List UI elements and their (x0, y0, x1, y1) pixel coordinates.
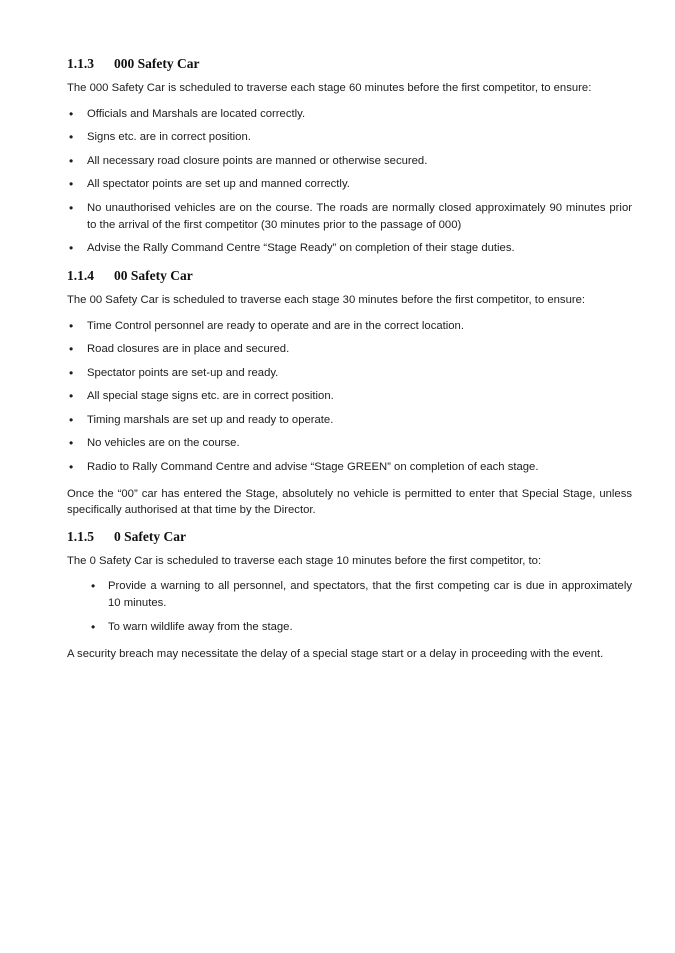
heading-title: 000 Safety Car (114, 56, 200, 71)
section-outro: Once the “00” car has entered the Stage, absolutely no vehicle is permitted to enter that Special Stage, unless specifically authorised at that time by the Director. (67, 487, 632, 516)
section-heading-1-1-4 (67, 267, 632, 285)
list-item (67, 341, 632, 358)
list-item (67, 365, 632, 382)
heading-number: 1.1.3 (67, 56, 94, 71)
list-item-text: Timing marshals are set up and ready to operate. (87, 413, 334, 426)
list-item (67, 129, 632, 146)
list-item-text: No unauthorised vehicles are on the course. The roads are normally closed approximately 90 minutes prior to the arrival of the first competitor (30 minutes prior to the passage of 000) (87, 201, 632, 231)
heading-title: 00 Safety Car (114, 268, 193, 283)
list-item-text: Time Control personnel are ready to operate and are in the correct location. (87, 319, 464, 332)
section-intro: The 000 Safety Car is scheduled to traverse each stage 60 minutes before the first competitor, to ensure: (67, 82, 592, 94)
list-item-text: No vehicles are on the course. (87, 437, 240, 449)
bullet-list (67, 106, 632, 258)
section-intro: The 00 Safety Car is scheduled to traverse each stage 30 minutes before the first competitor, to ensure: (67, 294, 586, 306)
list-item-text: Spectator points are set-up and ready. (87, 366, 279, 379)
list-item-text: Advise the Rally Command Centre “Stage Ready” on completion of their stage duties. (87, 242, 515, 254)
list-item (67, 106, 632, 123)
bullet-list-indented (89, 578, 632, 636)
bullet-list (67, 318, 632, 476)
list-item-text: All special stage signs etc. are in correct position. (87, 390, 334, 402)
heading-number: 1.1.4 (67, 268, 94, 283)
heading-title: 0 Safety Car (114, 528, 186, 544)
list-item (67, 459, 632, 476)
list-item (67, 412, 632, 429)
list-item (89, 619, 632, 636)
section-0-safety-car (67, 528, 632, 663)
list-item-text: Radio to Rally Command Centre and advise “Stage GREEN” on completion of each stage. (87, 460, 539, 473)
section-00-safety-car (67, 267, 632, 519)
section-heading-1-1-3 (67, 55, 632, 73)
list-item (67, 435, 632, 452)
list-item-text: All necessary road closure points are manned or otherwise secured. (87, 154, 428, 167)
section-heading-1-1-5 (67, 528, 632, 546)
list-item (67, 153, 632, 170)
list-item-text: Road closures are in place and secured. (87, 343, 290, 355)
list-item (89, 578, 632, 612)
list-item (67, 388, 632, 405)
list-item (67, 176, 632, 193)
heading-number: 1.1.5 (67, 528, 94, 544)
list-item-text: Provide a warning to all personnel, and spectators, that the first competing car is due in approximately 10 minutes. (108, 580, 632, 609)
list-item-text: All spectator points are set up and manned correctly. (87, 178, 350, 190)
list-item-text: To warn wildlife away from the stage. (108, 621, 293, 633)
list-item-text: Signs etc. are in correct position. (87, 131, 251, 143)
section-outro: A security breach may necessitate the delay of a special stage start or a delay in proceeding with the event. (67, 648, 604, 660)
section-000-safety-car (67, 55, 632, 257)
list-item-text: Officials and Marshals are located correctly. (87, 107, 306, 120)
list-item (67, 240, 632, 257)
list-item (67, 318, 632, 335)
list-item (67, 200, 632, 234)
section-intro: The 0 Safety Car is scheduled to traverse each stage 10 minutes before the first competitor, to: (67, 554, 542, 567)
